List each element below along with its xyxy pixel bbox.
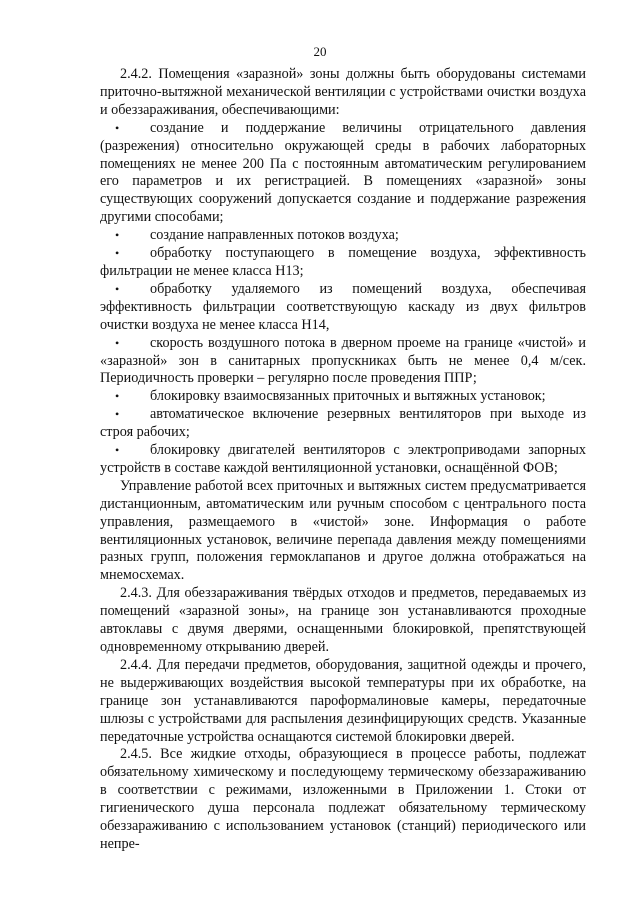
list-item-text: создание и поддержание величины отрицательного давления (разрежения) относительно окружающей среды в рабочих лабораторных помещениях не менее 200 Па с постоянным автоматическим регулированием его параметров и их регистрацией. В помещениях «заразной» зоны существующих сооружений допускается создание и поддержание разрежения другими способами; — [100, 119, 586, 226]
list-item — [100, 388, 586, 406]
bullet-icon: • — [115, 246, 120, 261]
list-item-text: обработку поступающего в помещение воздуха, эффективность фильтрации не менее класса Н13; — [100, 245, 586, 279]
list-item-text: обработку удаляемого из помещений воздуха, обеспечивая эффективность фильтрации соответствующую каскаду из двух фильтров очистки воздуха не менее класса Н14, — [100, 280, 586, 333]
section-2-4-3: 2.4.3. Для обеззараживания твёрдых отходов и предметов, передаваемых из помещений «заразной зоны», на границе зон устанавливаются проходные автоклавы с двумя дверями, оснащенными блокировкой, препятствующей одновременному открыванию дверей. — [100, 585, 586, 655]
list-item-text: блокировку двигателей вентиляторов с электроприводами запорных устройств в составе каждой вентиляционной установки, оснащённой ФОВ; — [100, 442, 586, 476]
list-item — [100, 442, 586, 478]
list-item-text: скорость воздушного потока в дверном проеме на границе «чистой» и «заразной» зон в санитарных пропускниках быть не менее 0,4 м/сек. Периодичность проверки – регулярно после проведения ППР; — [100, 334, 586, 387]
bullet-icon: • — [115, 228, 120, 243]
bullet-icon: • — [115, 407, 120, 422]
list-item — [100, 245, 586, 281]
bullet-icon: • — [115, 281, 120, 296]
bullet-icon: • — [115, 389, 120, 404]
bullet-icon: • — [115, 443, 120, 458]
list-item-text: автоматическое включение резервных вентиляторов при выходе из строя рабочих; — [100, 406, 586, 441]
list-item — [100, 227, 586, 245]
ventilation-requirements-list — [100, 120, 586, 478]
section-2-4-5: 2.4.5. Все жидкие отходы, образующиеся в процессе работы, подлежат обязательному химическому и последующему термическому обеззараживанию в соответствии с режимами, изложенными в Приложении 1. Стоки от гигиенического душа персонала подлежат обязательному термическому обеззараживанию с использованием установок (станций) периодического или непре- — [100, 746, 586, 852]
list-item — [100, 335, 586, 389]
list-item-text: создание направленных потоков воздуха; — [150, 227, 399, 244]
ventilation-management-paragraph: Управление работой всех приточных и вытяжных систем предусматривается дистанционным, автоматическим или ручным способом с центрального поста управления, размещаемого в «чистой» зоне. Информация о работе вентиляционных установок, величине перепада давления между помещениями разных групп, положения гермоклапанов и другое должна отображаться на мнемосхемах. — [100, 477, 586, 584]
document-body — [100, 66, 586, 854]
list-item-text: блокировку взаимосвязанных приточных и вытяжных установок; — [150, 388, 546, 405]
bullet-icon: • — [115, 120, 120, 135]
section-2-4-2-intro: 2.4.2. Помещения «заразной» зоны должны быть оборудованы системами приточно-вытяжной механической вентиляции с устройствами очистки воздуха и обеззараживания, обеспечивающими: — [100, 66, 586, 118]
section-2-4-4: 2.4.4. Для передачи предметов, оборудования, защитной одежды и прочего, не выдерживающих воздействия высокой температуры при их обработке, на границе зон устанавливаются пароформалиновые камеры, передаточные шлюзы с устройствами для распыления дезинфицирующих средств. Указанные передаточные устройства оснащаются системой блокировки дверей. — [100, 656, 586, 745]
page-number: 20 — [313, 44, 327, 59]
list-item — [100, 281, 586, 335]
bullet-icon: • — [115, 335, 120, 350]
list-item — [100, 406, 586, 442]
list-item — [100, 120, 586, 227]
